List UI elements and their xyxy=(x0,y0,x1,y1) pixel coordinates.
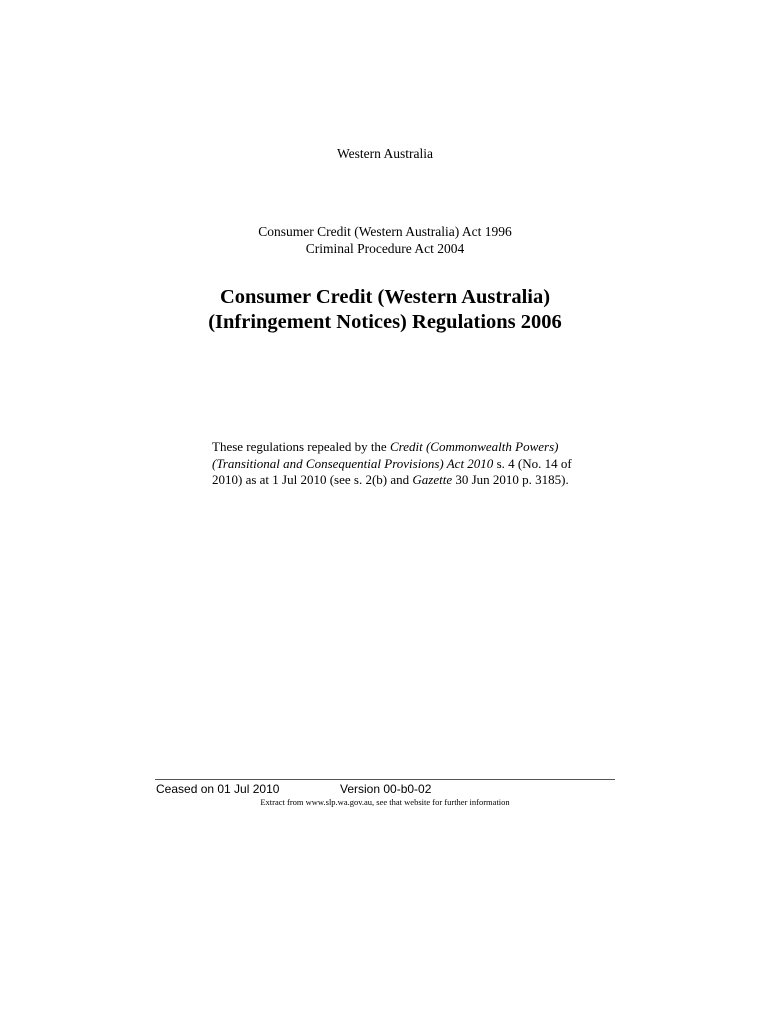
repeal-note-line xyxy=(212,439,612,456)
footer-status: Ceased on 01 Jul 2010 xyxy=(156,782,280,796)
footer-extract-note: Extract from www.slp.wa.gov.au, see that website for further information xyxy=(260,797,510,807)
repeal-note-text: s. 4 (No. 14 of xyxy=(493,455,572,471)
document-title-line: Consumer Credit (Western Australia) xyxy=(219,286,551,308)
enabling-acts xyxy=(0,223,770,257)
repeal-note-act-name: Credit (Commonwealth Powers) xyxy=(389,439,559,454)
repeal-note-line xyxy=(212,456,612,473)
enabling-act: Criminal Procedure Act 2004 xyxy=(305,241,465,256)
enabling-act: Consumer Credit (Western Australia) Act 1996 xyxy=(258,224,512,239)
footer-divider xyxy=(155,779,615,780)
repeal-note-text: These regulations repealed by the xyxy=(212,439,390,454)
repeal-note xyxy=(212,439,612,489)
repeal-note-act-name: (Transitional and Consequential Provisions) Act 2010 xyxy=(212,455,494,471)
repeal-note-text: 30 Jun 2010 p. 3185). xyxy=(452,472,569,487)
jurisdiction-heading: Western Australia xyxy=(336,146,433,161)
footer-version: Version 00-b0-02 xyxy=(340,782,432,796)
repeal-note-line xyxy=(212,472,612,489)
document-title-line: (Infringement Notices) Regulations 2006 xyxy=(208,311,562,333)
repeal-note-text: 2010) as at 1 Jul 2010 (see s. 2(b) and xyxy=(212,472,413,487)
document-title xyxy=(0,285,770,335)
repeal-note-gazette: Gazette xyxy=(412,472,453,487)
